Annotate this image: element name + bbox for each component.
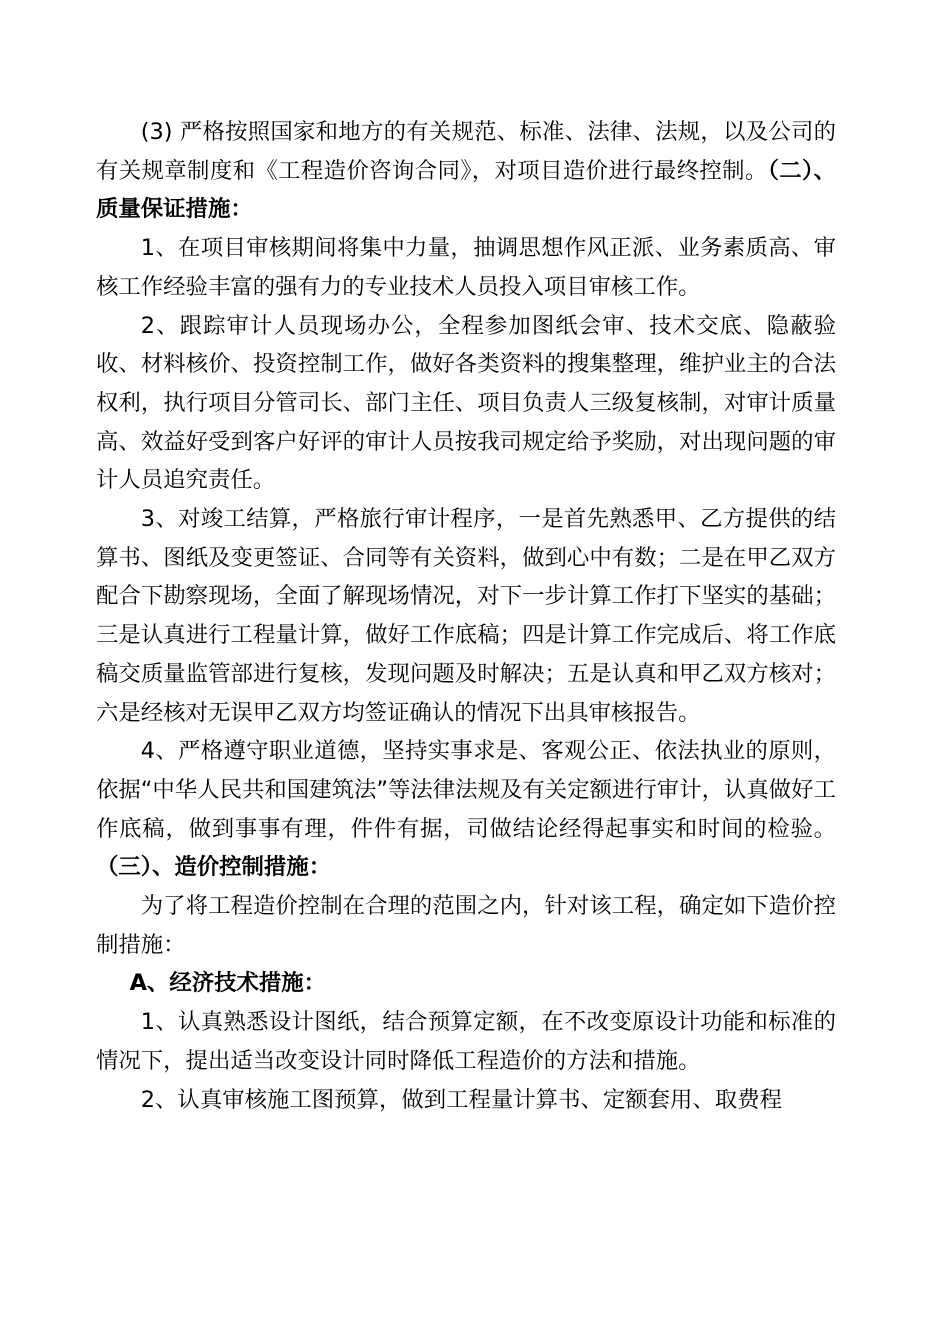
paragraph-item-3-settlement-procedure: 3、对竣工结算，严格旅行审计程序，一是首先熟悉甲、乙方提供的结算书、图纸及变更签证、合同等有关资料，做到心中有数；二是在甲乙双方配合下勘察现场，全面了解现场情况，对下一步计算工作打下坚实的基础；三是认真进行工程量计算，做好工作底稿；四是计算工作完成后、将工作底稿交质量监管部进行复核，发现问题及时解决；五是认真和甲乙双方核对；六是经核对无误甲乙双方均签证确认的情况下出具审核报告。 (96, 506, 836, 726)
paragraph-cost-control-intro: 为了将工程造价控制在合理的范围之内，针对该工程，确定如下造价控制措施： (96, 893, 836, 958)
paragraph-measure-1-design-review: 1、认真熟悉设计图纸，结合预算定额，在不改变原设计功能和标准的情况下，提出适当改变设计同时降低工程造价的方法和措施。 (96, 1009, 836, 1074)
paragraph-measure-2-budget-review: 2、认真审核施工图预算，做到工程量计算书、定额套用、取费程 (140, 1086, 782, 1113)
paragraph-item-2-onsite-audit: 2、跟踪审计人员现场办公，全程参加图纸会审、技术交底、隐蔽验收、材料核价、投资控制工作，做好各类资料的搜集整理，维护业主的合法权利，执行项目分管司长、部门主任、项目负责人三级复核制，对审计质量高、效益好受到客户好评的审计人员按我司规定给予奖励，对出现问题的审计人员追究责任。 (96, 312, 836, 494)
section-heading-quality-assurance: （二）、质量保证措施： (96, 157, 836, 223)
paragraph-item-4-professional-ethics (96, 732, 836, 887)
paragraph-3-final-control (96, 113, 836, 229)
section-heading-cost-control: （三）、造价控制措施： (96, 854, 332, 881)
document-body (96, 113, 836, 1119)
subheading-economic-technical-measures: A、经济技术措施： (129, 970, 327, 997)
paragraph-text: 4、严格遵守职业道德，坚持实事求是、客观公正、依法执业的原则，依据“中华人民共和国建筑法”等法律法规及有关定额进行审计，认真做好工作底稿，做到事事有理，件件有据，司做结论经得起事实和时间的检验。 (96, 738, 836, 842)
paragraph-text: (3) 严格按照国家和地方的有关规范、标准、法律、法规，以及公司的有关规章制度和《工程造价咨询合同》，对项目造价进行最终控制。 (96, 119, 836, 184)
paragraph-item-1-staffing: 1、在项目审核期间将集中力量，抽调思想作风正派、业务素质高、审核工作经验丰富的强有力的专业技术人员投入项目审核工作。 (96, 235, 836, 300)
